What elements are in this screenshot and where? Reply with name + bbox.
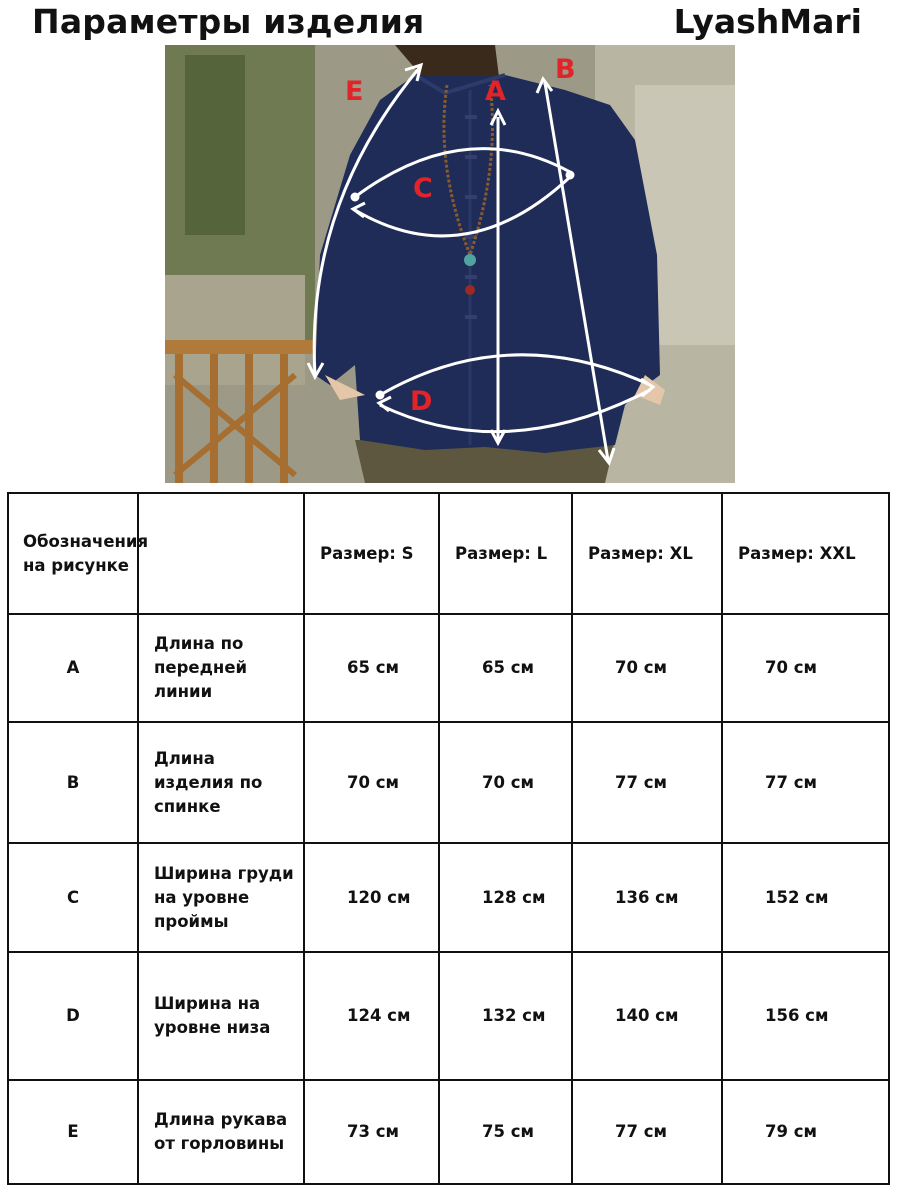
table-row <box>8 952 889 1080</box>
row-value-xxl: 77 см <box>722 722 889 843</box>
table-row <box>8 614 889 722</box>
row-value-xxl: 152 см <box>722 843 889 952</box>
page-title: Параметры изделия <box>32 2 425 41</box>
header-code: Обозначения на рисунке <box>8 493 138 614</box>
row-value-s: 120 см <box>304 843 439 952</box>
table-row <box>8 722 889 843</box>
header-size-s: Размер: S <box>304 493 439 614</box>
row-value-l: 128 см <box>439 843 572 952</box>
row-value-xl: 77 см <box>572 1080 722 1184</box>
row-value-xxl: 79 см <box>722 1080 889 1184</box>
shirt <box>315 75 665 453</box>
row-value-xl: 136 см <box>572 843 722 952</box>
row-value-xl: 70 см <box>572 614 722 722</box>
row-value-s: 70 см <box>304 722 439 843</box>
row-value-xl: 77 см <box>572 722 722 843</box>
header-desc <box>138 493 304 614</box>
label-d: D <box>410 386 433 417</box>
row-value-l: 70 см <box>439 722 572 843</box>
row-desc: Длина по передней линии <box>138 614 304 722</box>
label-c: C <box>413 173 433 204</box>
table-header-row <box>8 493 889 614</box>
row-value-s: 65 см <box>304 614 439 722</box>
label-a: A <box>485 76 506 107</box>
header-size-l: Размер: L <box>439 493 572 614</box>
row-value-xl: 140 см <box>572 952 722 1080</box>
brand-name: LyashMari <box>673 2 862 41</box>
row-value-l: 132 см <box>439 952 572 1080</box>
row-code: D <box>8 952 138 1080</box>
header-size-xl: Размер: XL <box>572 493 722 614</box>
row-value-s: 124 см <box>304 952 439 1080</box>
row-value-l: 75 см <box>439 1080 572 1184</box>
row-code: A <box>8 614 138 722</box>
row-desc: Ширина груди на уровне проймы <box>138 843 304 952</box>
label-e: E <box>345 76 364 107</box>
row-value-s: 73 см <box>304 1080 439 1184</box>
row-value-xxl: 70 см <box>722 614 889 722</box>
table-row <box>8 1080 889 1184</box>
row-code: E <box>8 1080 138 1184</box>
row-desc: Ширина на уровне низа <box>138 952 304 1080</box>
row-value-xxl: 156 см <box>722 952 889 1080</box>
label-b: B <box>555 54 576 85</box>
table-row <box>8 843 889 952</box>
row-value-l: 65 см <box>439 614 572 722</box>
size-table <box>7 492 890 1185</box>
row-desc: Длина рукава от горловины <box>138 1080 304 1184</box>
row-code: C <box>8 843 138 952</box>
header-size-xxl: Размер: XXL <box>722 493 889 614</box>
row-code: B <box>8 722 138 843</box>
row-desc: Длина изделия по спинке <box>138 722 304 843</box>
product-photo <box>165 45 735 483</box>
